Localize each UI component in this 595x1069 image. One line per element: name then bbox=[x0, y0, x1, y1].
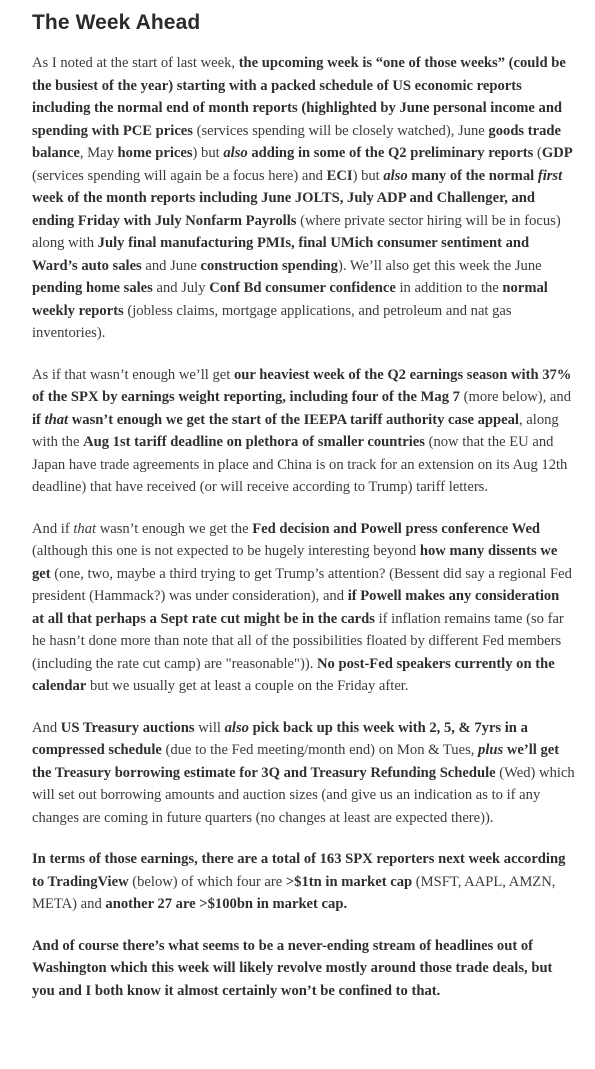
text-run: plus bbox=[478, 742, 504, 758]
text-run: As I noted at the start of last week, bbox=[32, 55, 239, 71]
text-run: >$1tn in market cap bbox=[285, 873, 413, 890]
text-run: (one, two, maybe a third trying to get Trump’s attention? (Bessent did say a regional Fed president (Hammack?) was under consideration), and bbox=[32, 565, 572, 604]
text-run: many of the normal bbox=[407, 167, 538, 184]
text-run: if inflation remains tame (so far he hasn’t done more than note that all of the possibilities floated by different Fed members (including the rate cut camp) are "reasonable")). bbox=[32, 610, 564, 672]
text-run: And if bbox=[32, 520, 74, 537]
text-run: normal weekly reports bbox=[32, 280, 548, 319]
text-run: No post-Fed speakers currently on the calendar bbox=[32, 655, 555, 694]
text-run: how many dissents we get bbox=[32, 543, 558, 582]
text-run: pending home sales bbox=[32, 280, 153, 296]
text-run: And bbox=[32, 719, 61, 736]
text-run: also bbox=[223, 145, 248, 161]
text-run: ). We’ll also get this week the June bbox=[337, 257, 542, 274]
text-run: ECI bbox=[326, 167, 353, 184]
paragraph-6 bbox=[32, 935, 575, 1003]
text-run: if bbox=[32, 411, 45, 428]
text-run: And of course there’s what seems to be a never-ending stream of headlines out of Washington which this week will likely revolve mostly around those trade deals, but you and I both know it almost certainly won’t be confined to that. bbox=[32, 937, 553, 999]
text-run: (Wed) which will set out borrowing amounts and auction sizes (and give us an indication as to if any changes are coming in future quarters (no changes at least are expected there)). bbox=[32, 764, 575, 826]
text-run: if Powell makes any consideration at all that perhaps a Sept rate cut might be in the cards bbox=[32, 588, 560, 627]
text-run: (jobless claims, mortgage applications, and petroleum and nat gas inventories). bbox=[32, 302, 512, 341]
text-run: (MSFT, AAPL, AMZN, META) and bbox=[32, 873, 556, 912]
text-run: GDP bbox=[541, 145, 573, 161]
text-run: the upcoming week is “one of those weeks” (could be the busiest of the year) starting with a packed schedule of US economic reports including the normal end of month reports ( bbox=[32, 55, 566, 116]
text-run: and June bbox=[141, 257, 201, 274]
text-run: Fed decision and Powell press conference Wed bbox=[252, 520, 541, 537]
text-run: (more below), and bbox=[459, 389, 572, 405]
text-run: will bbox=[194, 719, 225, 736]
text-run: (services spending will again be a focus here) and bbox=[32, 167, 327, 184]
text-run: that bbox=[44, 411, 69, 428]
text-run: (now that the EU and Japan have trade agreements in place and China is on track for an extension on its Aug 12th deadline) that have received (or will receive according to Trump) tariff letters. bbox=[32, 434, 568, 495]
text-run: (due to the Fed meeting/month end) on Mon & Tues, bbox=[161, 742, 479, 758]
text-run: our heaviest week of the Q2 earnings season with 37% of the SPX by earnings weight reporting, including four of the Mag 7 bbox=[32, 366, 572, 405]
text-run: but we usually get at least a couple on the Friday after. bbox=[86, 678, 409, 694]
text-run: , along with the bbox=[32, 411, 559, 450]
text-run: and July bbox=[152, 280, 210, 296]
article-body bbox=[32, 52, 575, 1002]
text-run: Aug 1st tariff deadline on plethora of smaller countries bbox=[83, 434, 425, 450]
text-run: ( bbox=[533, 145, 542, 161]
text-run: wasn’t enough we get the bbox=[96, 520, 253, 537]
text-run: also bbox=[224, 719, 249, 736]
text-run: pick back up this week with 2, 5, & 7yrs in a compressed schedule bbox=[32, 719, 528, 758]
text-run: first bbox=[537, 167, 563, 184]
paragraph-2 bbox=[32, 364, 575, 499]
text-run: home prices bbox=[117, 145, 193, 161]
text-run: goods trade balance bbox=[32, 122, 561, 161]
paragraph-3 bbox=[32, 518, 575, 698]
text-run: adding in some of the Q2 preliminary reports bbox=[247, 145, 534, 161]
text-run: ) but bbox=[352, 167, 384, 184]
paragraph-4 bbox=[32, 717, 575, 830]
text-run: another 27 are >$100bn in market cap. bbox=[105, 896, 348, 912]
text-run: week of the month reports including June JOLTS, July ADP and Challenger, and ending Friday with July Nonfarm Payrolls bbox=[32, 190, 536, 229]
text-run: highlighted by June personal income and spending with PCE prices bbox=[32, 100, 563, 139]
text-run: (where private sector hiring will be in focus) along with bbox=[32, 212, 561, 251]
text-run: Conf Bd consumer confidence bbox=[209, 280, 396, 296]
text-run: also bbox=[383, 167, 408, 184]
text-run: (although this one is not expected to be hugely interesting beyond bbox=[32, 543, 420, 559]
text-run: , May bbox=[79, 145, 118, 161]
text-run: that bbox=[73, 520, 97, 537]
article-title: The Week Ahead bbox=[32, 11, 201, 34]
text-run: (services spending will be closely watched), June bbox=[192, 122, 489, 139]
text-run: in addition to the bbox=[395, 280, 503, 296]
text-run: we’ll get the Treasury borrowing estimate for 3Q and Treasury Refunding Schedule bbox=[32, 742, 560, 781]
text-run: wasn’t enough we get the start of the IEEPA tariff authority case appeal bbox=[68, 411, 519, 428]
text-run: (below) of which four are bbox=[128, 873, 286, 890]
text-run: construction spending bbox=[200, 257, 338, 274]
text-run: In terms of those earnings, there are a total of 163 SPX reporters next week according to TradingView bbox=[32, 851, 566, 890]
text-run: July final manufacturing PMIs, final UMich consumer sentiment and Ward’s auto sales bbox=[32, 235, 530, 274]
paragraph-1 bbox=[32, 52, 575, 345]
paragraph-5 bbox=[32, 848, 575, 916]
text-run: As if that wasn’t enough we’ll get bbox=[32, 366, 234, 383]
text-run: ) but bbox=[192, 145, 224, 161]
text-run: US Treasury auctions bbox=[60, 719, 195, 736]
